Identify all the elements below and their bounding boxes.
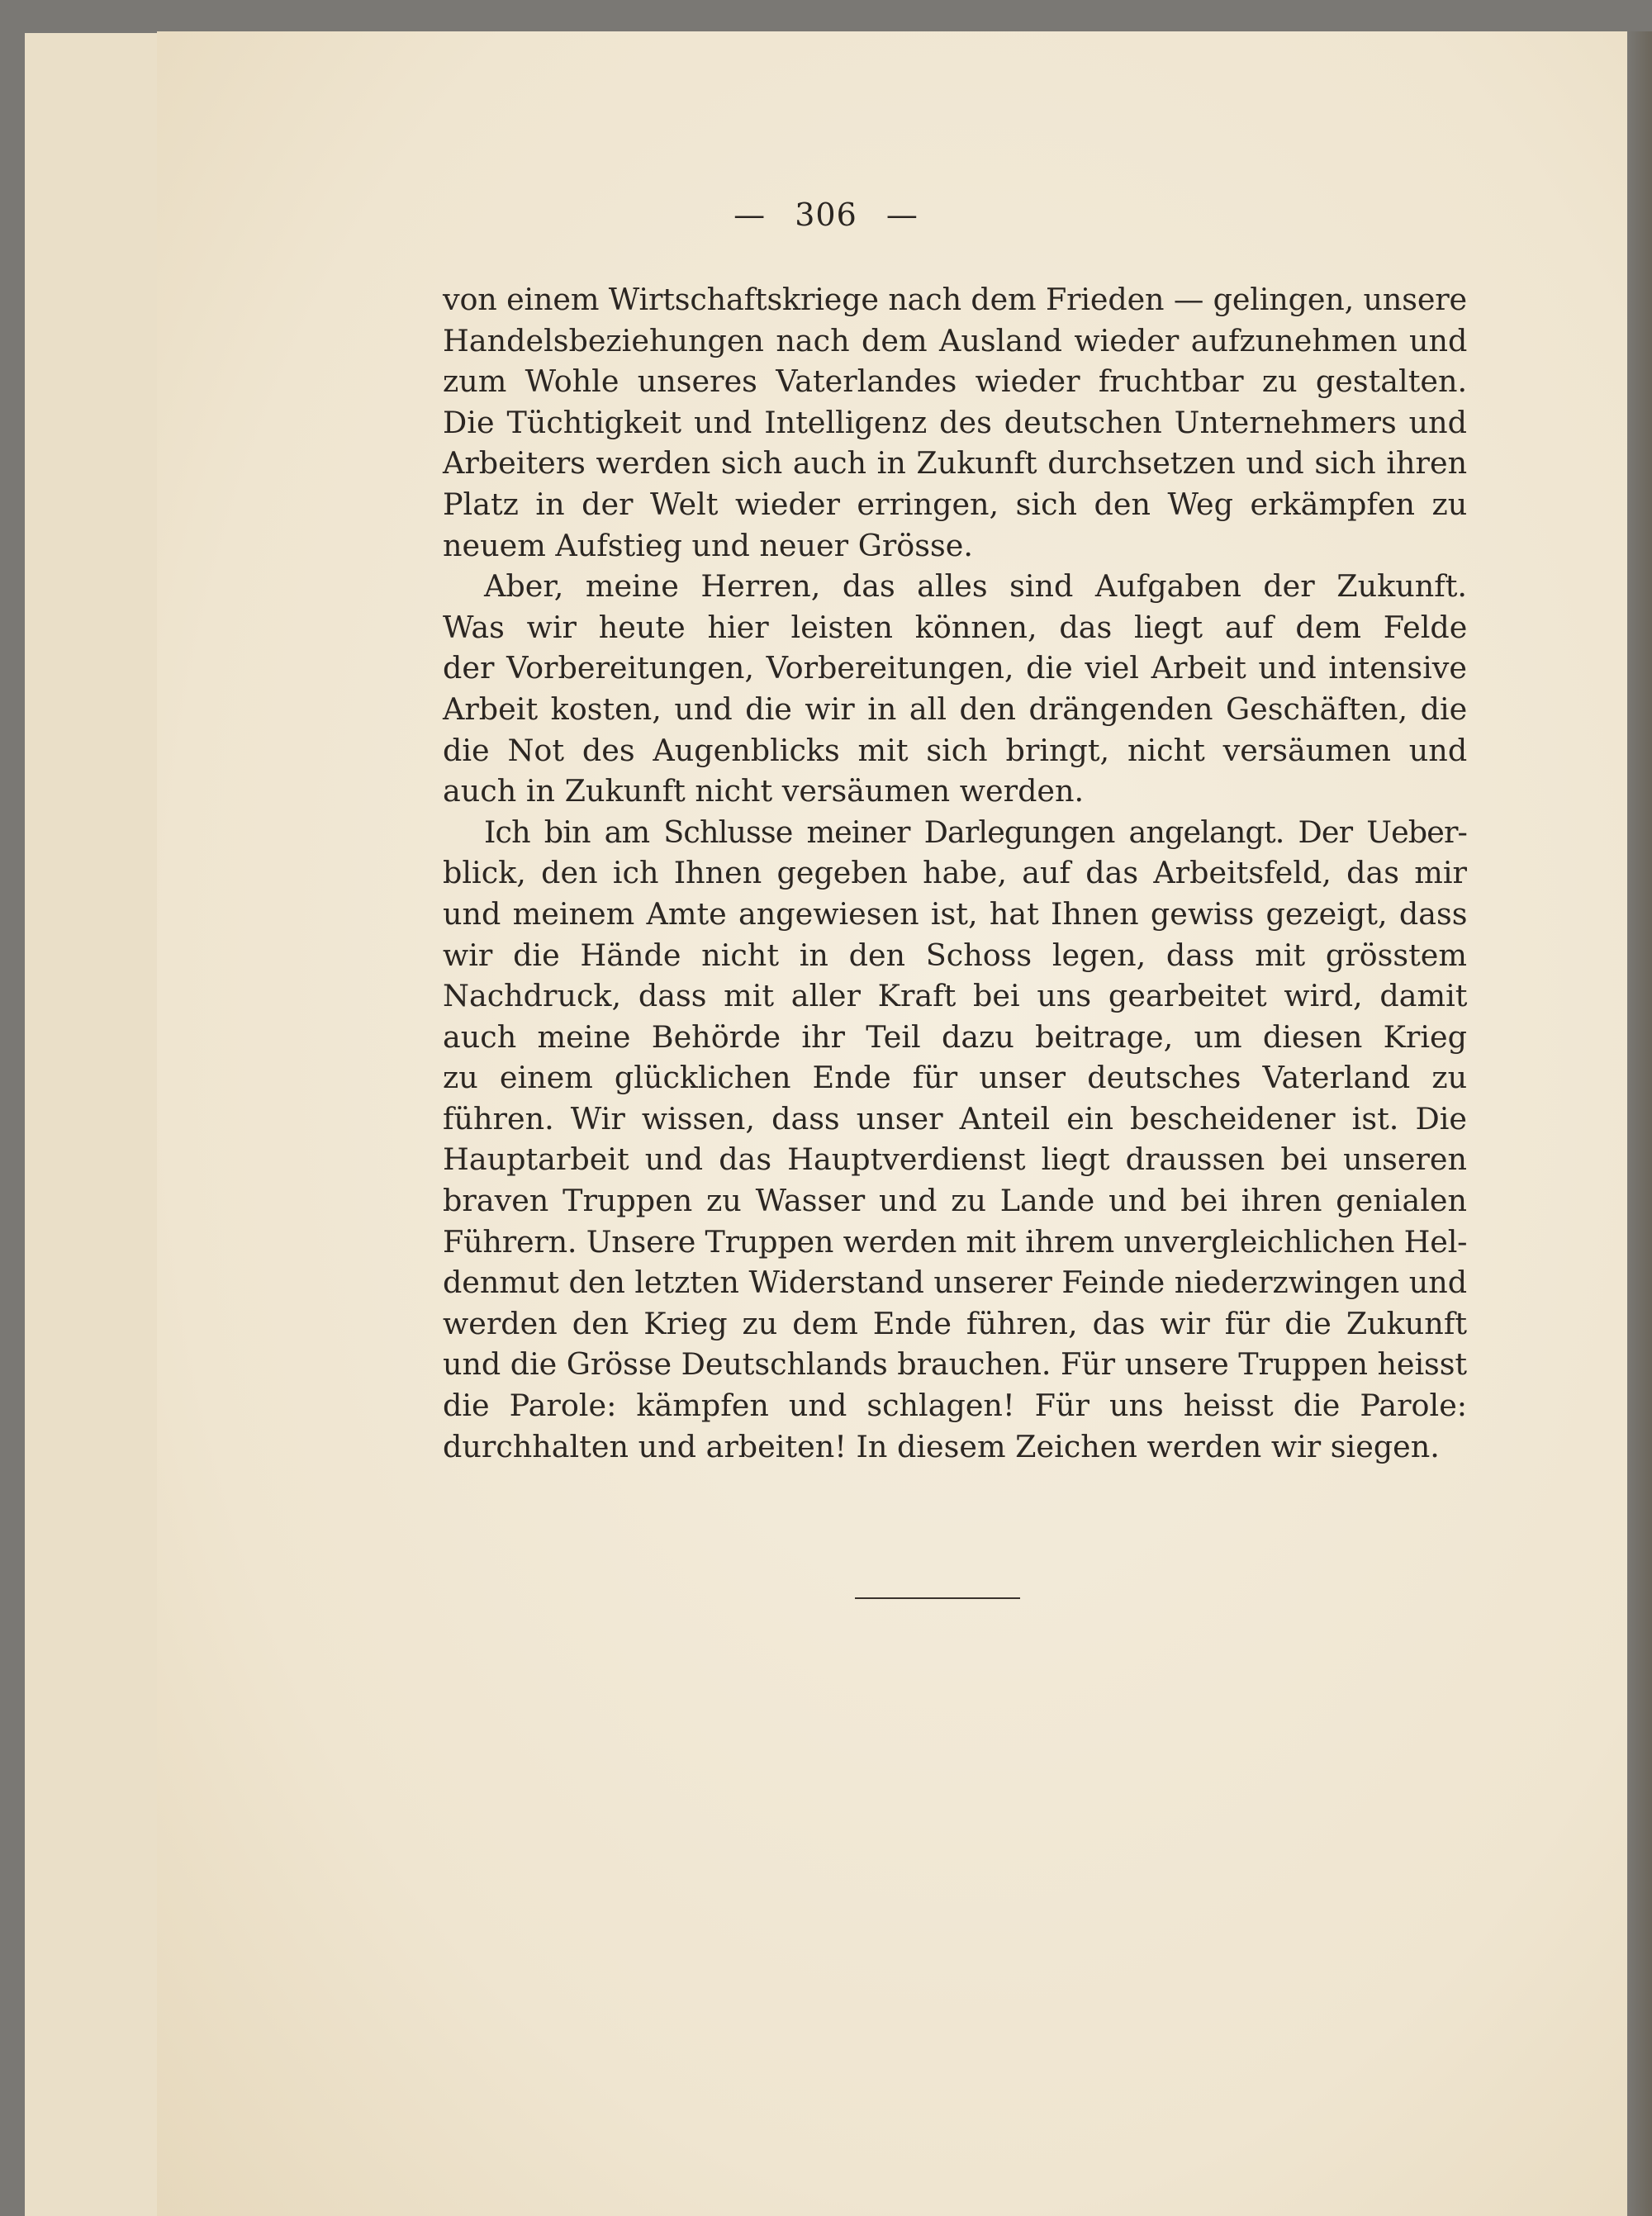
page-number-header [0,197,1652,233]
text-line: braven Truppen zu Wasser und zu Lande und bei ihren genialen [443,1183,1467,1219]
text-line: Arbeiters werden sich auch in Zukunft durchsetzen und sich ihren [443,445,1468,482]
text-line: von einem Wirtschaftskriege nach dem Frieden — gelingen, unsere [443,282,1467,317]
closing-rule [855,1597,1020,1599]
text-line: blick, den ich Ihnen gegeben habe, auf das Arbeitsfeld, das mir [443,855,1467,891]
text-line: neuem Aufstieg und neuer Grösse. [443,527,973,563]
text-line: auch meine Behörde ihr Teil dazu beitrage, um diesen Krieg [443,1018,1467,1055]
text-line: denmut den letzten Widerstand unserer Feinde niederzwingen und [443,1265,1467,1301]
text-line: Hauptarbeit und das Hauptverdienst liegt draussen bei unseren [443,1141,1467,1178]
text-line: und meinem Amte angewiesen ist, hat Ihnen gewiss gezeigt, dass [443,895,1468,932]
text-line: Arbeit kosten, und die wir in all den drängenden Geschäften, die [443,690,1468,727]
text-line: werden den Krieg zu dem Ende führen, das wir für die Zukunft [443,1305,1467,1341]
text-line: die Not des Augenblicks mit sich bringt, nicht versäumen und [443,732,1468,768]
page-number: 306 [795,197,857,233]
text-line: Führern. Unsere Truppen werden mit ihrem unvergleichlichen Hel- [443,1223,1468,1260]
gutter-shadow [1627,31,1652,2216]
text-line: zum Wohle unseres Vaterlandes wieder fruchtbar zu gestalten. [443,363,1468,400]
text-line: führen. Wir wissen, dass unser Anteil ein bescheidener ist. Die [443,1100,1467,1136]
text-line: Handelsbeziehungen nach dem Ausland wieder aufzunehmen und [443,322,1468,358]
text-line: die Parole: kämpfen und schlagen! Für uns heisst die Parole: [443,1388,1468,1424]
page-body-text [443,279,1467,1467]
text-line: Was wir heute hier leisten können, das liegt auf dem Felde [443,609,1468,645]
text-line: auch in Zukunft nicht versäumen werden. [443,773,1085,809]
text-line: wir die Hände nicht in den Schoss legen, dass mit grösstem [443,937,1467,973]
paragraph [443,279,1467,566]
text-line: Aber, meine Herren, das alles sind Aufgaben der Zukunft. [484,568,1467,605]
header-right-dash: — [885,197,919,233]
text-line: der Vorbereitungen, Vorbereitungen, die viel Arbeit und intensive [443,650,1467,686]
text-line: Nachdruck, dass mit aller Kraft bei uns gearbeitet wird, damit [443,978,1468,1014]
text-line: Die Tüchtigkeit und Intelligenz des deutschen Unternehmers und [443,404,1467,440]
text-line: Ich bin am Schlusse meiner Darlegungen angelangt. Der Ueber- [484,814,1467,850]
paragraph [443,812,1467,1468]
page-edge [25,33,59,2216]
text-line: Platz in der Welt wieder erringen, sich den Weg erkämpfen zu [443,486,1468,522]
text-line: zu einem glücklichen Ende für unser deutsches Vaterland zu [443,1060,1468,1096]
header-left-dash: — [733,197,767,233]
paragraph [443,566,1467,812]
text-line: durchhalten und arbeiten! In diesem Zeichen werden wir siegen. [443,1428,1440,1464]
text-line: und die Grösse Deutschlands brauchen. Für unsere Truppen heisst [443,1346,1467,1383]
